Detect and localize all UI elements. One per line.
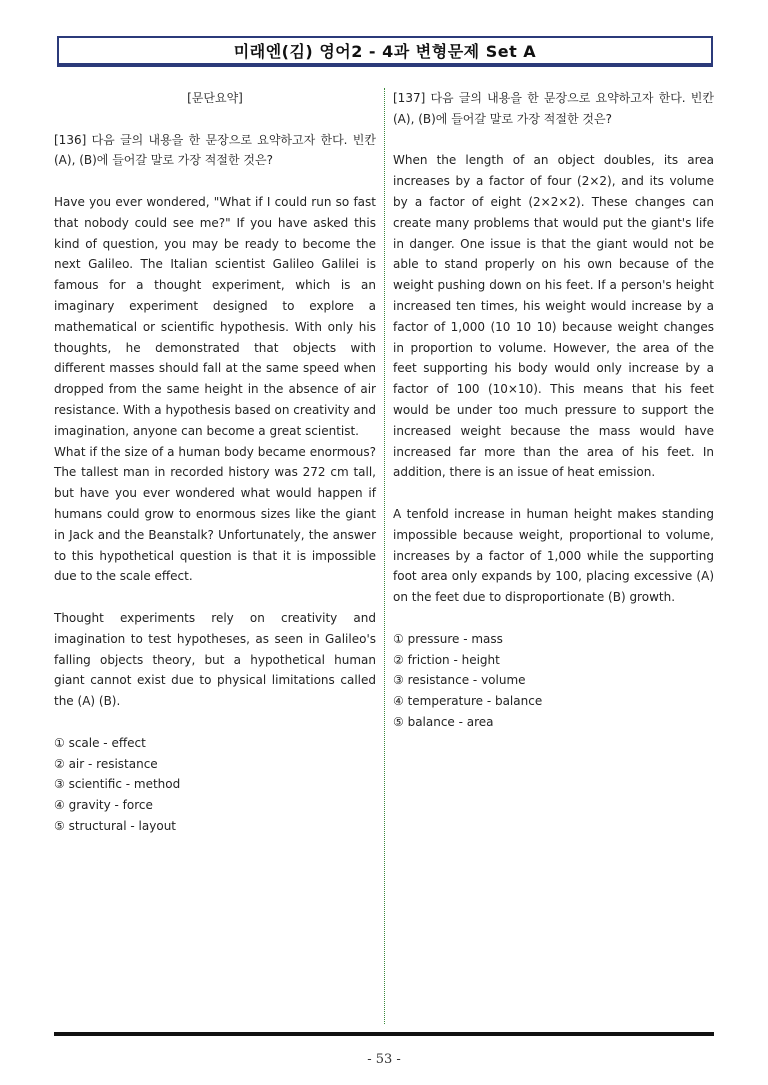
- section-label: [문단요약]: [187, 91, 243, 105]
- option-136-3: ③ scientific - method: [54, 777, 181, 792]
- summary-137: A tenfold increase in human height makes standing impossible because weight, proportional to volume, increases by a factor of 1,000 while the supporting foot area only expands by 100, placing excessive (A) on the feet due to disproportionate (B) growth.: [393, 506, 714, 605]
- option-137-4: ④ temperature - balance: [393, 694, 543, 709]
- option-136-1: ① scale - effect: [54, 735, 146, 750]
- option-136-5: ⑤ structural - layout: [54, 818, 176, 833]
- right-column: [393, 88, 714, 733]
- passage-136-paragraph-1: Have you ever wondered, "What if I could run so fast that nobody could see me?" If you have asked this kind of question, you may be ready to become the next Galileo. The Italian scientist Galileo Galilei is famous for a thought experiment, which is an imaginary experiment designed to explore a mathematical or scientific hypothesis. With only his thoughts, he demonstrated that objects with different masses should fall at the same speed when dropped from the same height in the absence of air resistance. With a hypothesis based on creativity and imagination, anyone can become a great scientist.: [54, 194, 376, 438]
- passage-137: When the length of an object doubles, its area increases by a factor of four (2×2), and its volume by a factor of eight (2×2×2). These changes can create many problems that would put the giant's life in danger. One issue is that the giant would not be able to stand properly on his own because of the weight pushing down on his feet. If a person's height increased ten times, his weight would increase by a factor of 1,000 (10 10 10) because weight changes in proportion to volume. However, the area of the feet supporting his body would only increase by a factor of 100 (10×10). This means that his feet would be under too much pressure to support the increased weight because the mass would have increased far more than the area of his feet. In addition, there is an issue of heat emission.: [393, 153, 714, 480]
- option-136-4: ④ gravity - force: [54, 798, 153, 813]
- left-column: [54, 88, 376, 837]
- option-137-1: ① pressure - mass: [393, 631, 503, 646]
- page-title: 미래엔(김) 영어2 - 4과 변형문제 Set A: [233, 42, 537, 61]
- header-box: [57, 36, 713, 67]
- question-136: [136] 다음 글의 내용을 한 문장으로 요약하고자 한다. 빈칸 (A), (B)에 들어갈 말로 가장 적절한 것은?: [54, 132, 376, 168]
- page-number: - 53 -: [367, 1052, 401, 1067]
- option-136-2: ② air - resistance: [54, 756, 158, 771]
- footer-rule: [54, 1032, 714, 1036]
- passage-136-paragraph-2: What if the size of a human body became enormous? The tallest man in recorded history was 272 cm tall, but have you ever wondered what would happen if humans could grow to enormous sizes like the giant in Jack and the Beanstalk? Unfortunately, the answer to this hypothetical question is that it is impossible due to the scale effect.: [54, 444, 376, 584]
- summary-136: Thought experiments rely on creativity and imagination to test hypotheses, as seen in Galileo's falling objects theory, but a hypothetical human giant cannot exist due to physical limitations called the (A) (B).: [54, 610, 376, 709]
- option-137-2: ② friction - height: [393, 652, 500, 667]
- option-137-5: ⑤ balance - area: [393, 714, 494, 729]
- question-137: [137] 다음 글의 내용을 한 문장으로 요약하고자 한다. 빈칸 (A), (B)에 들어갈 말로 가장 적절한 것은?: [393, 91, 714, 126]
- option-137-3: ③ resistance - volume: [393, 673, 526, 688]
- column-divider: [384, 88, 385, 1024]
